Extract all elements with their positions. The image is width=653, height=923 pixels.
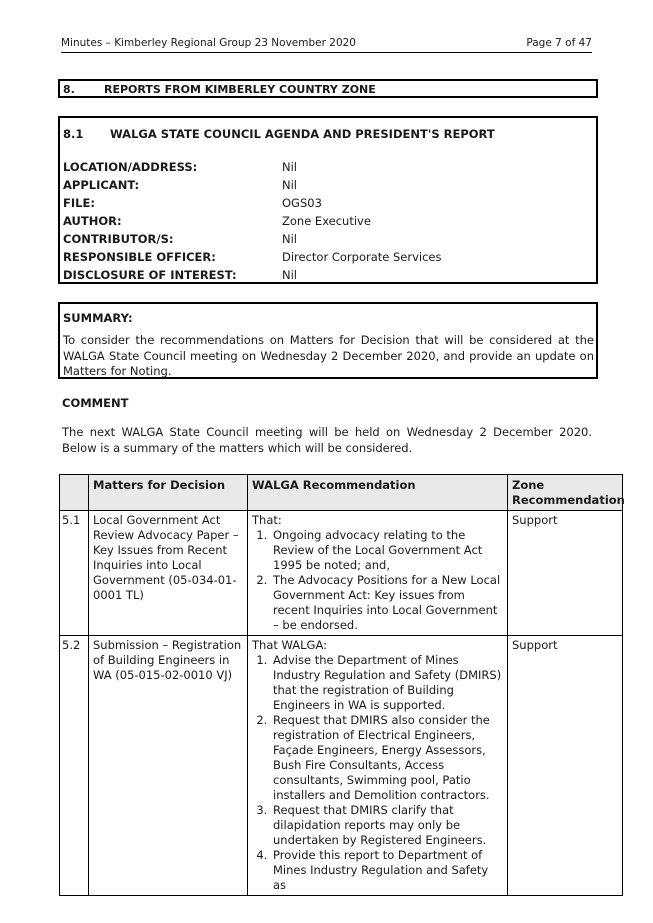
table-row bbox=[60, 636, 623, 896]
list-item: 1. Ongoing advocacy relating to the Review of the Local Government Act 1995 be noted; and, bbox=[271, 528, 503, 573]
row-walga-recommendation bbox=[248, 636, 508, 896]
field-label: CONTRIBUTOR/S: bbox=[63, 232, 174, 246]
list-item: 1. Advise the Department of Mines Industry Regulation and Safety (DMIRS) that the registration of Building Engineers in WA is supported. bbox=[271, 653, 503, 713]
recommendation-list bbox=[252, 528, 503, 633]
matters-table bbox=[59, 474, 623, 896]
header-number bbox=[60, 475, 89, 511]
summary-text: To consider the recommendations on Matters for Decision that will be considered at the WALGA State Council meeting on Wednesday 2 December 2020, and provide an update on Matters for Noting. bbox=[63, 333, 594, 378]
field-label: LOCATION/ADDRESS: bbox=[63, 160, 198, 174]
row-walga-recommendation bbox=[248, 511, 508, 636]
header-document-title: Minutes – Kimberley Regional Group 23 November 2020 bbox=[61, 37, 356, 49]
field-label: APPLICANT: bbox=[63, 178, 140, 192]
field-label: RESPONSIBLE OFFICER: bbox=[63, 250, 216, 264]
row-number: 5.1 bbox=[60, 511, 89, 636]
section-8-number: 8. bbox=[63, 83, 75, 96]
header-walga-recommendation: WALGA Recommendation bbox=[248, 475, 508, 511]
comment-heading: COMMENT bbox=[62, 396, 129, 410]
recommendation-list bbox=[252, 653, 503, 893]
field-value: OGS03 bbox=[282, 196, 322, 210]
table-row bbox=[60, 511, 623, 636]
field-label: AUTHOR: bbox=[63, 214, 122, 228]
header-matters-for-decision: Matters for Decision bbox=[89, 475, 248, 511]
field-value: Nil bbox=[282, 232, 297, 246]
field-value: Nil bbox=[282, 268, 297, 282]
list-item: 2. The Advocacy Positions for a New Local Government Act: Key issues from recent Inquiries into Local Government – be endorsed. bbox=[271, 573, 503, 633]
summary-heading: SUMMARY: bbox=[63, 311, 133, 325]
list-item: 2. Request that DMIRS also consider the registration of Electrical Engineers, Façade Engineers, Energy Assessors, Bush Fire Consultants, Access consultants, Swimming pool, Patio installers and Demolition contractors. bbox=[271, 713, 503, 803]
section-8-1-title: WALGA STATE COUNCIL AGENDA AND PRESIDENT'S REPORT bbox=[110, 127, 495, 141]
row-matter: Submission – Registration of Building Engineers in WA (05-015-02-0010 VJ) bbox=[89, 636, 248, 896]
row-matter: Local Government Act Review Advocacy Paper – Key Issues from Recent Inquiries into Local Government (05-034-01-0001 TL) bbox=[89, 511, 248, 636]
field-value: Nil bbox=[282, 178, 297, 192]
row-number: 5.2 bbox=[60, 636, 89, 896]
recommendation-lead: That: bbox=[252, 513, 282, 527]
section-8-title: REPORTS FROM KIMBERLEY COUNTRY ZONE bbox=[104, 83, 376, 96]
section-8-1-number: 8.1 bbox=[63, 127, 84, 141]
recommendation-lead: That WALGA: bbox=[252, 638, 327, 652]
field-label: FILE: bbox=[63, 196, 95, 210]
field-label: DISCLOSURE OF INTEREST: bbox=[63, 268, 237, 282]
field-value: Director Corporate Services bbox=[282, 250, 442, 264]
field-value: Nil bbox=[282, 160, 297, 174]
comment-text: The next WALGA State Council meeting will be held on Wednesday 2 December 2020. Below is a summary of the matters which will be considered. bbox=[62, 425, 592, 455]
row-zone-recommendation: Support bbox=[508, 511, 623, 636]
header-page-number: Page 7 of 47 bbox=[526, 37, 592, 49]
field-value: Zone Executive bbox=[282, 214, 371, 228]
table-header-row bbox=[60, 475, 623, 511]
header-zone-recommendation: Zone Recommendation bbox=[508, 475, 623, 511]
row-zone-recommendation: Support bbox=[508, 636, 623, 896]
list-item: 4. Provide this report to Department of Mines Industry Regulation and Safety as bbox=[271, 848, 503, 893]
list-item: 3. Request that DMIRS clarify that dilapidation reports may only be undertaken by Registered Engineers. bbox=[271, 803, 503, 848]
